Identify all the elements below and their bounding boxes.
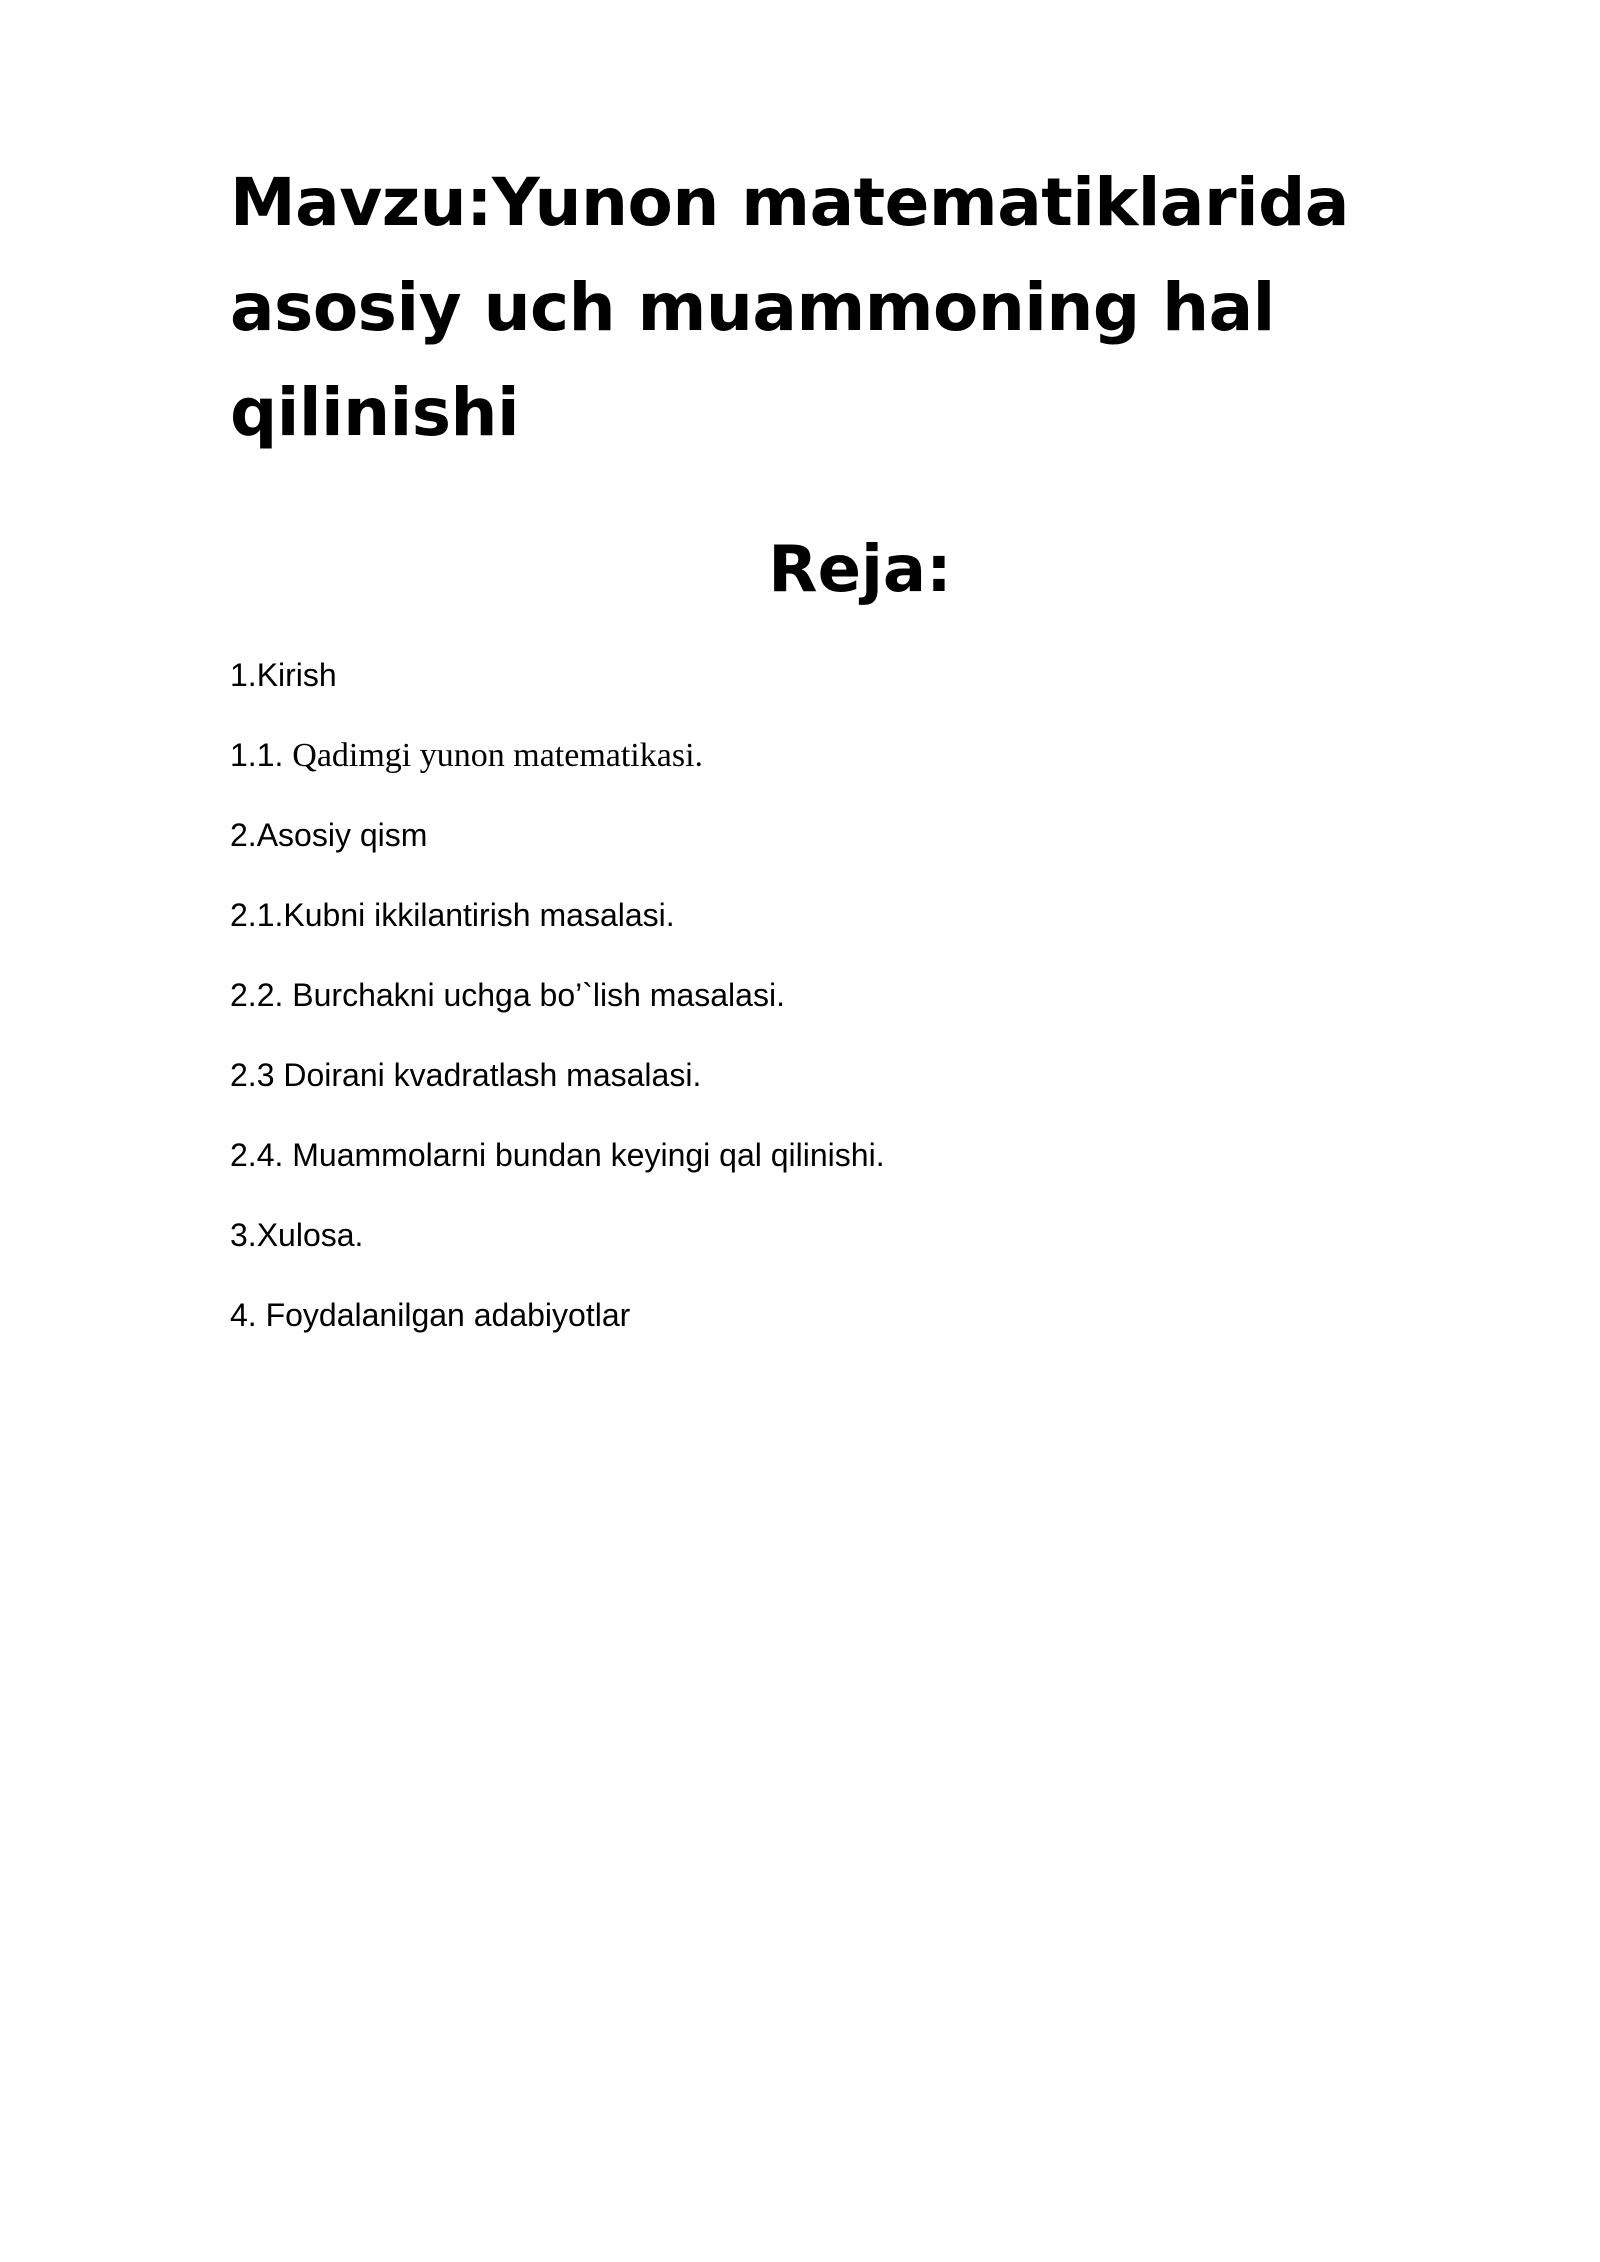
plan-item-text: Xulosa. [256, 1217, 364, 1253]
plan-item-text: Muammolarni bundan keyingi qal qilinishi. [292, 1137, 885, 1173]
plan-item [230, 650, 1430, 730]
plan-item [230, 1210, 1430, 1290]
plan-item-number: 2.3 [230, 1057, 284, 1093]
plan-item-number: 3. [230, 1217, 257, 1253]
plan-item-text: Qadimgi yunon matematikasi. [292, 737, 704, 774]
plan-item-number: 1. [230, 657, 257, 693]
plan-item [230, 810, 1430, 890]
plan-item-number: 2.2. [230, 977, 293, 1013]
plan-item [230, 1290, 1430, 1370]
plan-item [230, 970, 1430, 1050]
plan-item-text: Burchakni uchga bo’`lish masalasi. [292, 977, 785, 1013]
plan-item-number: 1.1. [230, 737, 293, 773]
plan-item [230, 1050, 1430, 1130]
plan-item-number: 2.1. [230, 897, 284, 933]
plan-item-number: 2.4. [230, 1137, 293, 1173]
plan-item-text: Kirish [256, 657, 337, 693]
plan-list [230, 650, 1430, 1370]
plan-item [230, 730, 1430, 810]
plan-item-text: Foydalanilgan adabiyotlar [265, 1297, 631, 1333]
plan-item [230, 1130, 1430, 1210]
plan-item-number: 2. [230, 817, 257, 853]
document-title: Mavzu:Yunon matematiklarida asosiy uch muammoning hal qilinishi [230, 164, 1349, 451]
plan-heading: Reja: [768, 533, 952, 607]
plan-item-text: Kubni ikkilantirish masalasi. [283, 897, 675, 933]
plan-item [230, 890, 1430, 970]
plan-item-text: Asosiy qism [256, 817, 428, 853]
plan-item-number: 4. [230, 1297, 266, 1333]
plan-item-text: Doirani kvadratlash masalasi. [283, 1057, 702, 1093]
